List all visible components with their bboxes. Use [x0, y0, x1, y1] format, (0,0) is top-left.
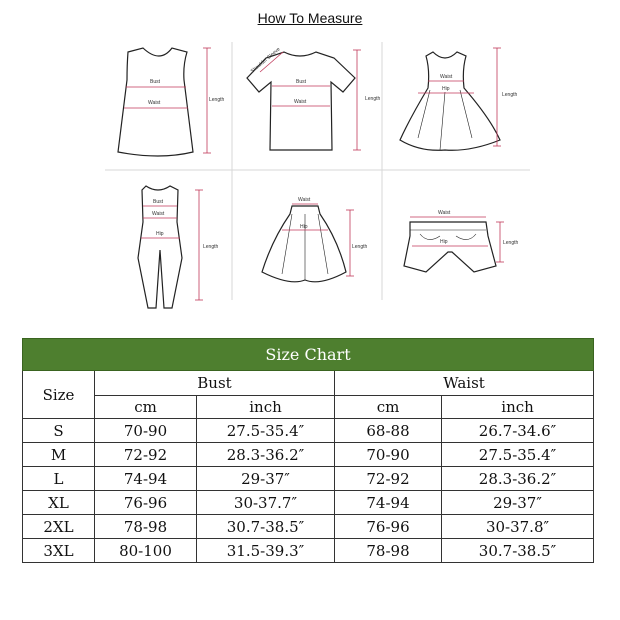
bust-group-header: Bust	[95, 371, 335, 396]
waist-cm-cell: 68-88	[335, 419, 442, 443]
tshirt-figure	[247, 46, 381, 150]
jumpsuit-hip-label: Hip	[156, 231, 164, 237]
bust-cm-cell: 78-98	[95, 515, 197, 539]
waist-inch-cell: 28.3-36.2″	[442, 467, 594, 491]
dress-figure	[400, 48, 518, 150]
waist-cm-cell: 76-96	[335, 515, 442, 539]
waist-inch-cell: 30-37.8″	[442, 515, 594, 539]
bust-inch-cell: 27.5-35.4″	[197, 419, 335, 443]
tank-length-label: Length	[209, 97, 225, 103]
size-cell: 2XL	[23, 515, 95, 539]
tshirt-bust-label: Bust	[296, 79, 307, 85]
bust-inch-cell: 30.7-38.5″	[197, 515, 335, 539]
bust-cm-cell: 70-90	[95, 419, 197, 443]
tank-waist-label: Waist	[148, 100, 161, 106]
table-row	[23, 515, 594, 539]
skirt-hip-label: Hip	[300, 224, 308, 230]
size-chart-table	[22, 338, 594, 563]
dress-waist-label: Waist	[440, 74, 453, 80]
jumpsuit-bust-label: Bust	[153, 199, 164, 205]
size-column-header: Size	[23, 371, 95, 419]
size-cell: XL	[23, 491, 95, 515]
waist-inch-cell: 29-37″	[442, 491, 594, 515]
waist-group-header: Waist	[335, 371, 594, 396]
tank-top-figure	[118, 48, 225, 156]
skirt-length-label: Length	[352, 244, 368, 250]
tshirt-shoulder-label: Shoulder Sleeve	[249, 46, 282, 75]
jumpsuit-waist-label: Waist	[152, 211, 165, 217]
shorts-waist-label: Waist	[438, 210, 451, 216]
bust-cm-cell: 72-92	[95, 443, 197, 467]
table-row	[23, 419, 594, 443]
dress-length-label: Length	[502, 92, 518, 98]
size-cell: L	[23, 467, 95, 491]
waist-cm-header: cm	[335, 396, 442, 419]
bust-inch-cell: 31.5-39.3″	[197, 539, 335, 563]
skirt-waist-label: Waist	[298, 197, 311, 203]
bust-cm-cell: 74-94	[95, 467, 197, 491]
size-cell: M	[23, 443, 95, 467]
waist-cm-cell: 70-90	[335, 443, 442, 467]
jumpsuit-length-label: Length	[203, 244, 219, 250]
skirt-figure	[262, 197, 368, 282]
bust-cm-cell: 76-96	[95, 491, 197, 515]
bust-cm-header: cm	[95, 396, 197, 419]
shorts-figure	[404, 210, 519, 272]
size-cell: S	[23, 419, 95, 443]
waist-cm-cell: 78-98	[335, 539, 442, 563]
size-cell: 3XL	[23, 539, 95, 563]
table-row	[23, 443, 594, 467]
table-row	[23, 539, 594, 563]
tank-bust-label: Bust	[150, 79, 161, 85]
size-chart-title: Size Chart	[23, 339, 594, 371]
bust-cm-cell: 80-100	[95, 539, 197, 563]
bust-inch-cell: 28.3-36.2″	[197, 443, 335, 467]
waist-inch-cell: 30.7-38.5″	[442, 539, 594, 563]
tshirt-waist-label: Waist	[294, 99, 307, 105]
table-row	[23, 491, 594, 515]
waist-cm-cell: 72-92	[335, 467, 442, 491]
waist-inch-header: inch	[442, 396, 594, 419]
bust-inch-cell: 29-37″	[197, 467, 335, 491]
waist-inch-cell: 27.5-35.4″	[442, 443, 594, 467]
dress-hip-label: Hip	[442, 86, 450, 92]
bust-inch-header: inch	[197, 396, 335, 419]
tshirt-length-label: Length	[365, 96, 381, 102]
grid-lines	[105, 42, 530, 300]
shorts-hip-label: Hip	[440, 239, 448, 245]
bust-inch-cell: 30-37.7″	[197, 491, 335, 515]
jumpsuit-figure	[138, 186, 219, 308]
page-title: How To Measure	[257, 10, 363, 26]
shorts-length-label: Length	[503, 240, 519, 246]
waist-cm-cell: 74-94	[335, 491, 442, 515]
waist-inch-cell: 26.7-34.6″	[442, 419, 594, 443]
table-row	[23, 467, 594, 491]
